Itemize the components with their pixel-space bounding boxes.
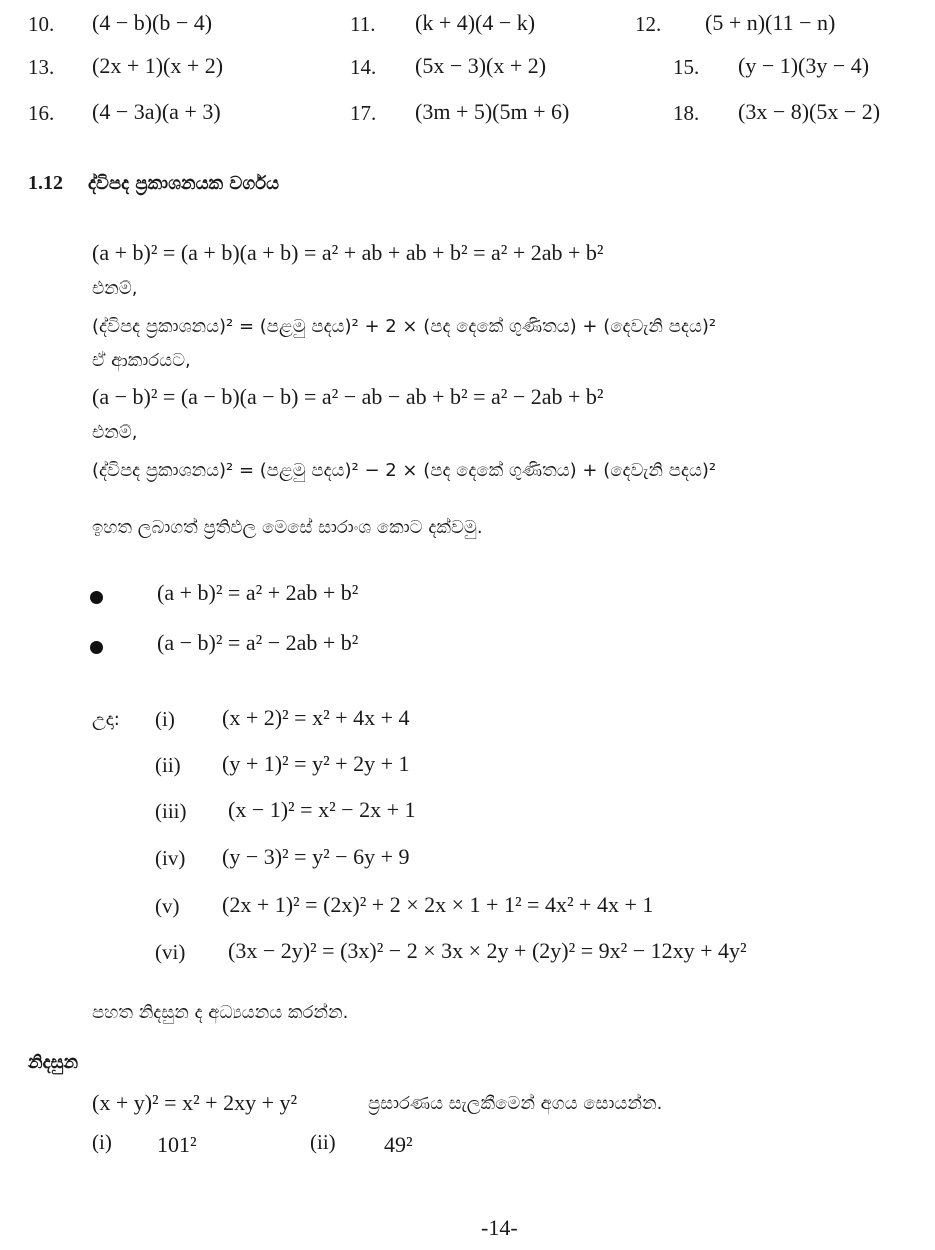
- rule-square-of-sum: (ද්විපද ප්‍රකාශනය)² = (පළමු පදය)² + 2 × (පද දෙකේ ගුණිතය) + (දෙවැනි පදය)²: [92, 316, 717, 337]
- example-expression: (x − 1)² = x² − 2x + 1: [228, 797, 416, 822]
- examples-label: උදා:: [92, 709, 120, 730]
- exercise-number: 11.: [350, 12, 376, 36]
- exercise-expression: (5 + n)(11 − n): [705, 10, 836, 35]
- example-number: (iv): [155, 846, 186, 870]
- connector-text: එනම්,: [92, 422, 138, 443]
- example-number: (ii): [155, 753, 181, 777]
- exercise-number: 12.: [635, 12, 662, 36]
- exercise-expression: (4 − b)(b − 4): [92, 10, 213, 35]
- exercise-number: 15.: [673, 55, 700, 79]
- equation-square-of-difference: (a − b)² = (a − b)(a − b) = a² − ab − ab + b² = a² − 2ab + b²: [92, 384, 604, 409]
- example-instruction: ප්‍රසාරණය සැලකීමෙන් අගය සොයන්න.: [368, 1093, 663, 1114]
- exercise-expression: (3m + 5)(5m + 6): [415, 99, 570, 124]
- example-part-expression: 49²: [384, 1132, 413, 1157]
- example-expression: (3x − 2y)² = (3x)² − 2 × 3x × 2y + (2y)² = 9x² − 12xy + 4y²: [228, 938, 747, 963]
- summary-intro: ඉහත ලබාගත් ප්‍රතිඵල මෙසේ සාරාංශ කොට දක්වමු.: [92, 517, 483, 538]
- exercise-expression: (4 − 3a)(a + 3): [92, 99, 221, 124]
- exercise-number: 17.: [350, 101, 377, 125]
- exercise-number: 14.: [350, 55, 377, 79]
- summary-formula: (a + b)² = a² + 2ab + b²: [157, 580, 359, 605]
- example-part-number: (i): [92, 1130, 112, 1154]
- bullet-icon: [90, 641, 103, 654]
- study-prompt: පහත නිදසුන ද අධ්‍යයනය කරන්න.: [92, 1002, 349, 1023]
- rule-square-of-difference: (ද්විපද ප්‍රකාශනය)² = (පළමු පදය)² − 2 × (පද දෙකේ ගුණිතය) + (දෙවැනි පදය)²: [92, 460, 717, 481]
- example-part-expression: 101²: [157, 1132, 197, 1157]
- exercise-number: 18.: [673, 101, 700, 125]
- example-expression: (y − 3)² = y² − 6y + 9: [222, 844, 410, 869]
- exercise-number: 13.: [28, 55, 55, 79]
- exercise-expression: (3x − 8)(5x − 2): [738, 99, 881, 124]
- section-title: ද්විපද ප්‍රකාශනයක වර්ගය: [88, 173, 280, 194]
- bullet-icon: [90, 591, 103, 604]
- connector-text: එනම්,: [92, 278, 138, 299]
- example-expression: (x + 2)² = x² + 4x + 4: [222, 705, 410, 730]
- example-number: (v): [155, 894, 180, 918]
- connector-text: ඒ ආකාරයට,: [92, 350, 191, 371]
- exercise-expression: (k + 4)(4 − k): [415, 10, 536, 35]
- example-expression: (y + 1)² = y² + 2y + 1: [222, 751, 410, 776]
- summary-formula: (a − b)² = a² − 2ab + b²: [157, 630, 359, 655]
- example-part-number: (ii): [310, 1130, 336, 1154]
- example-identity: (x + y)² = x² + 2xy + y²: [92, 1090, 298, 1115]
- exercise-expression: (2x + 1)(x + 2): [92, 53, 224, 78]
- example-number: (vi): [155, 940, 186, 964]
- equation-square-of-sum: (a + b)² = (a + b)(a + b) = a² + ab + ab + b² = a² + 2ab + b²: [92, 240, 604, 265]
- example-expression: (2x + 1)² = (2x)² + 2 × 2x × 1 + 1² = 4x² + 4x + 1: [222, 892, 654, 917]
- page-number: -14-: [481, 1215, 518, 1240]
- example-heading: නිදසුන: [28, 1052, 79, 1073]
- exercise-expression: (5x − 3)(x + 2): [415, 53, 547, 78]
- section-number: 1.12: [28, 172, 63, 194]
- exercise-expression: (y − 1)(3y − 4): [738, 53, 870, 78]
- example-number: (i): [155, 707, 175, 731]
- example-number: (iii): [155, 799, 187, 823]
- exercise-number: 16.: [28, 101, 55, 125]
- exercise-number: 10.: [28, 12, 55, 36]
